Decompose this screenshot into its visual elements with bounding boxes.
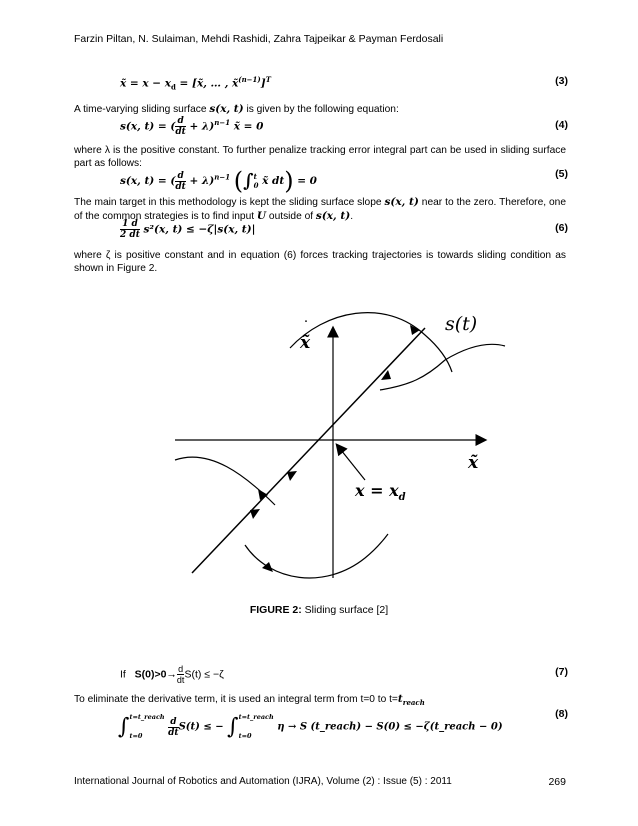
journal-footer: International Journal of Robotics and Automation (IJRA), Volume (2) : Issue (5) : 2011 — [74, 776, 452, 787]
sliding-surface-figure — [150, 290, 510, 600]
equation-7: If S(0)>0→ $\frac{d}{dt}$ S(t) ≤ −ζ — [120, 664, 224, 685]
equation-number-7: (7) — [555, 666, 568, 678]
equation-number-6: (6) — [555, 222, 568, 234]
origin-pointer — [337, 445, 365, 480]
equation-5: s(x, t) = ( $\frac{d}{dt}$ + λ)$^{n-1}$ (∫ t 0 x̃ dt) = 0 — [120, 167, 317, 195]
equation-8: ∫ t=t_reach t=0 $\frac{d}{dt}$ S(t) ≤ − ∫ t=t_reach t=0 η → S (t_reach) − S(0) ≤ −ζ(t_reach − 0) — [118, 713, 503, 740]
x-axis-label: x̃ — [468, 453, 479, 473]
running-header: Farzin Piltan, N. Sulaiman, Mehdi Rashidi, Zahra Tajpeikar & Payman Ferdosali — [74, 33, 444, 45]
sliding-line — [192, 328, 425, 573]
paragraph-4: where ζ is positive constant and in equation (6) forces tracking trajectories is towards sliding condition as shown in Figure 2. — [74, 250, 566, 274]
trajectory-right — [380, 344, 505, 390]
paragraph-1: A time-varying sliding surface s(x, t) is given by the following equation: — [74, 103, 399, 115]
equation-number-5: (5) — [555, 168, 568, 180]
equation-4: s(x, t) = ( $\frac{d}{dt}$ + λ)$^{n-1}$ x̃ = 0 — [120, 116, 264, 137]
curve-label: s(t) — [445, 313, 478, 335]
line-arrow-lower — [250, 509, 260, 519]
trajectory-bottom — [245, 534, 388, 578]
line-arrow-upper — [381, 370, 391, 380]
equation-3: x̃ = $x - x_d$ = [x̃, … , x̃$^{(n-1)}$]$^T$ — [120, 75, 271, 92]
figure-caption: FIGURE 2: Sliding surface [2] — [249, 604, 389, 616]
equation-6: $\frac{1 d}{2 dt}$ s²(x, t) ≤ −ζ|s(x, t)| — [120, 219, 256, 240]
page-number: 269 — [548, 776, 566, 788]
y-axis-label-dots: ˙ — [303, 319, 309, 333]
origin-label: $x = x_d$ — [355, 481, 406, 503]
paragraph-2: where λ is the positive constant. To further penalize tracking error integral part can be used in sliding surface part as follows: — [74, 145, 566, 169]
equation-number-8: (8) — [555, 708, 568, 720]
equation-number-4: (4) — [555, 119, 568, 131]
equation-number-3: (3) — [555, 75, 568, 87]
trajectory-top — [290, 313, 452, 372]
paragraph-5: To eliminate the derivative term, it is used an integral term from t=0 to $t=t_{reach}$ — [74, 693, 425, 708]
y-axis-label: x̃ — [300, 333, 311, 353]
paragraph-3: The main target in this methodology is kept the sliding surface slope s(x, t) near to the zero. Therefore, one of the common strategies is to find input U outside of s(x, t). — [74, 196, 567, 222]
line-arrow-mid — [287, 471, 297, 481]
